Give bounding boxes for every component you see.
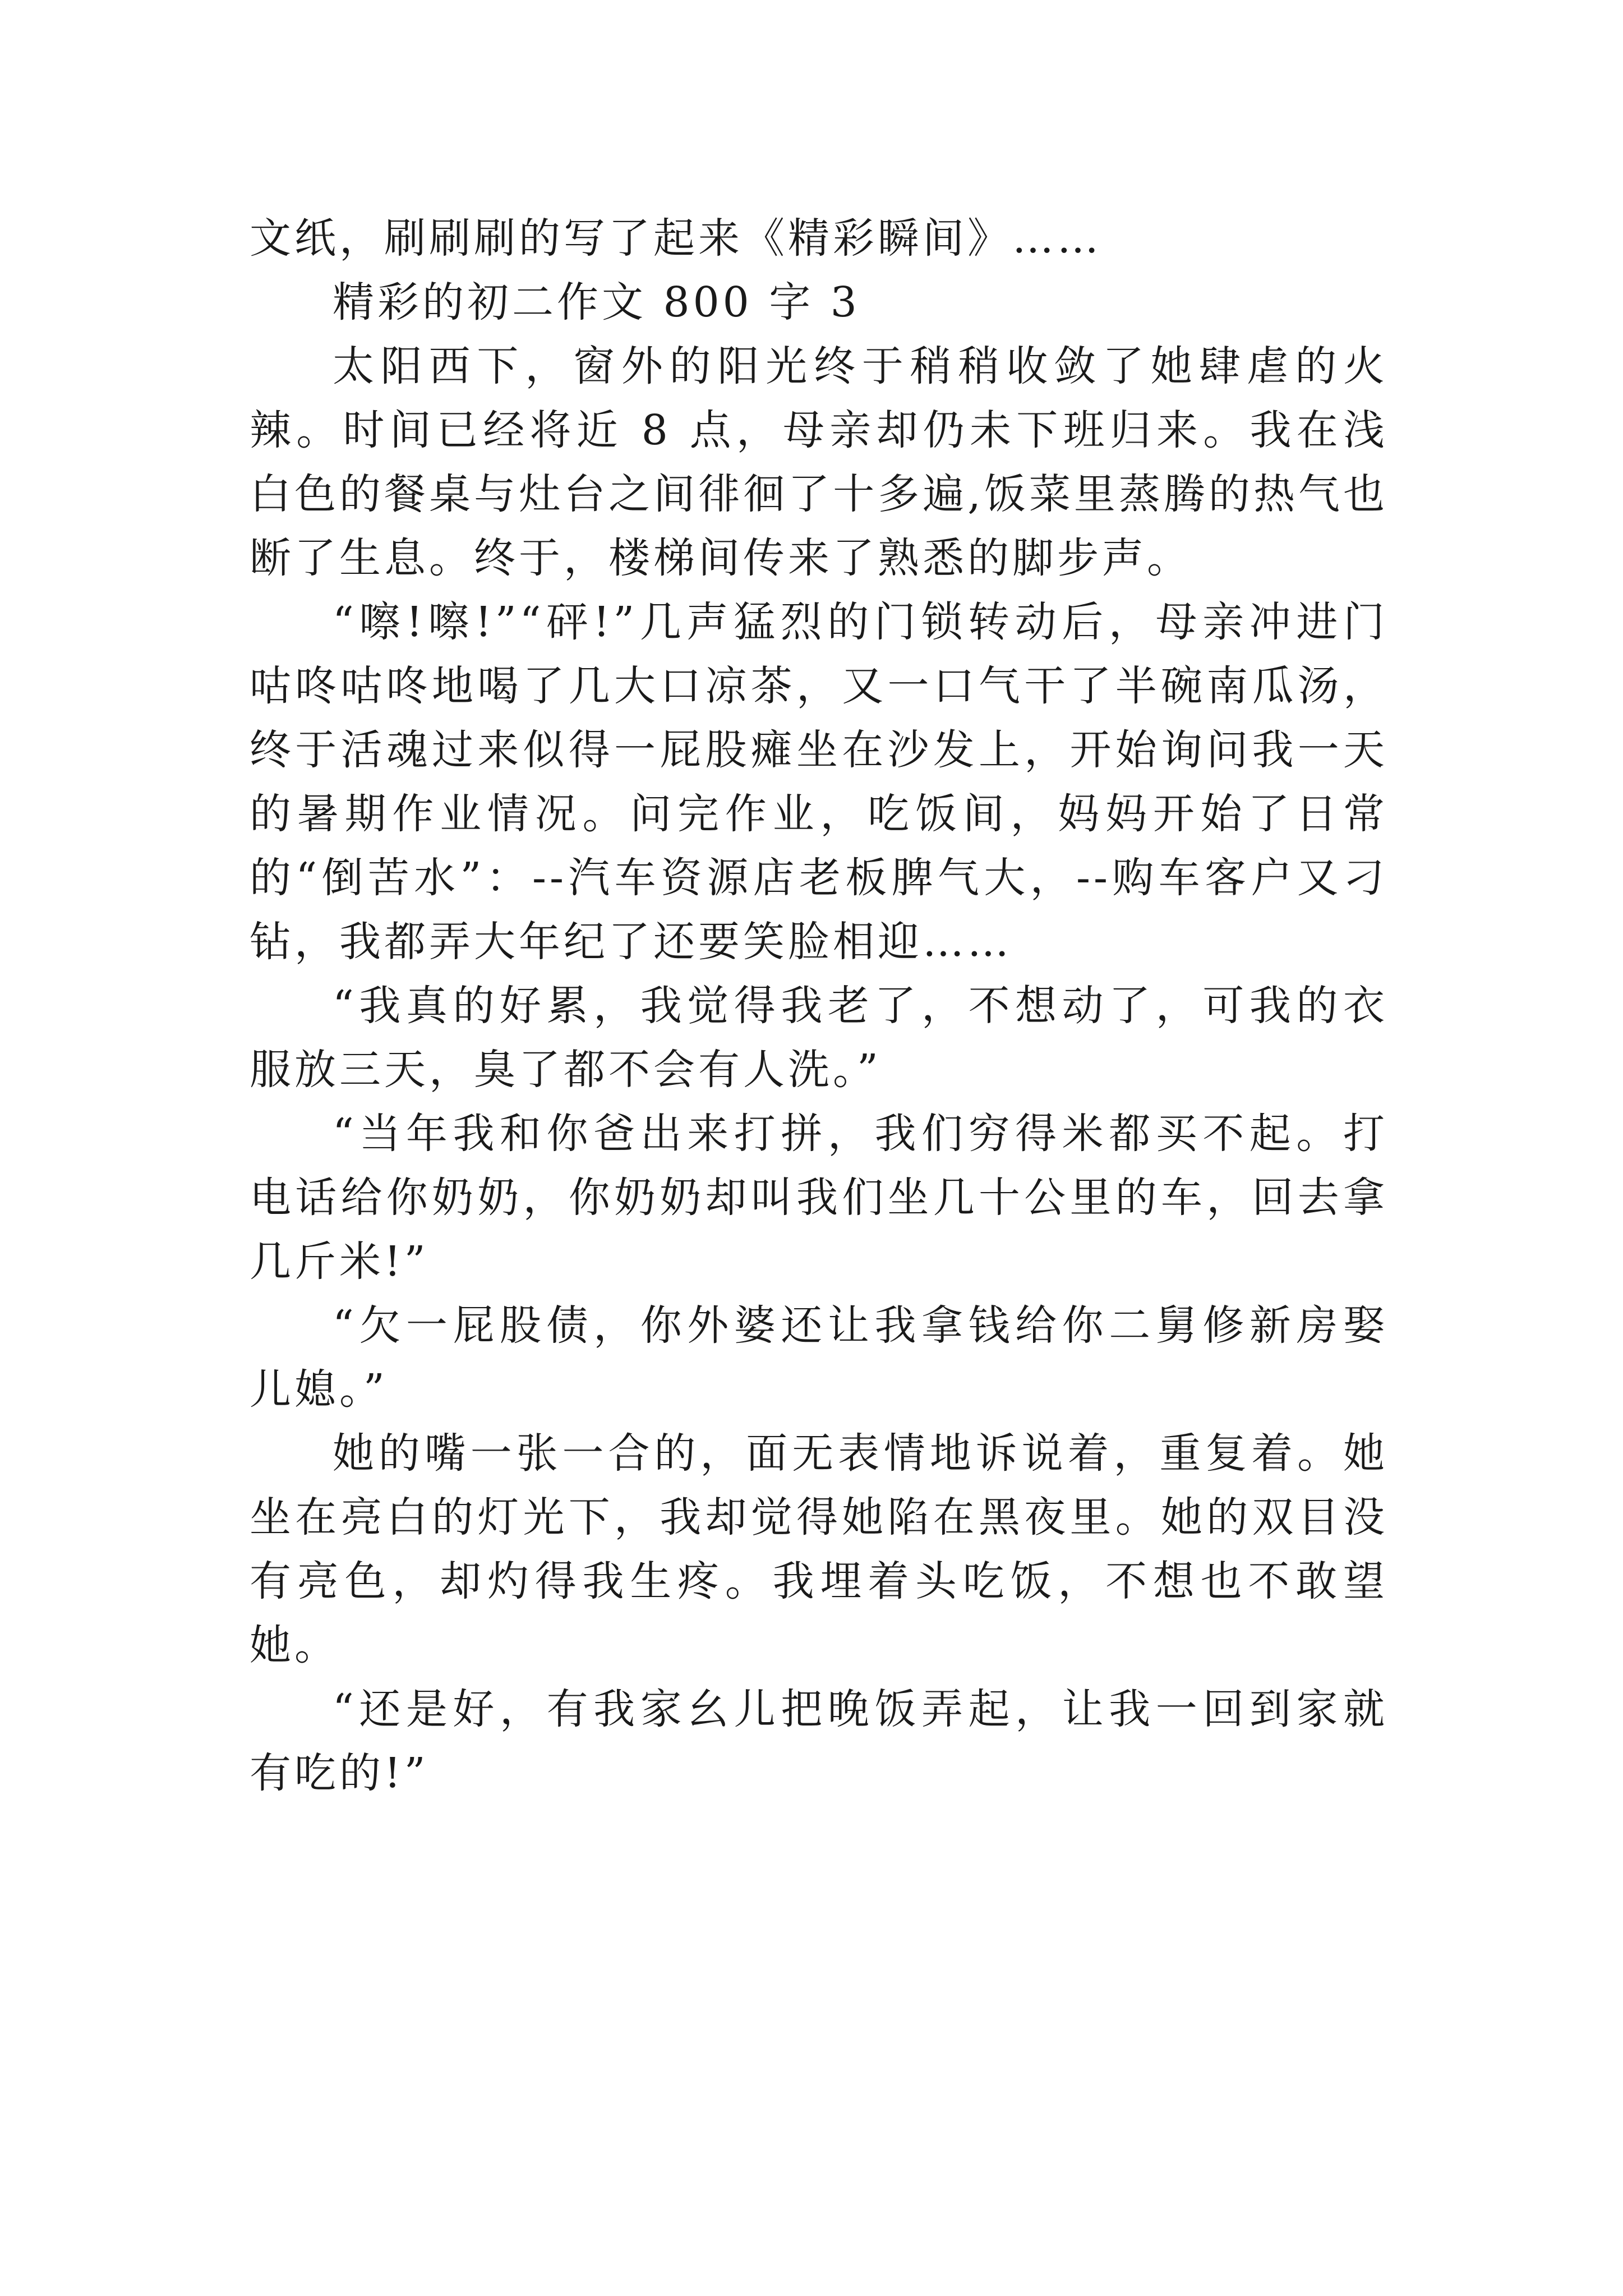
paragraph: “嚓!嚓!”“砰!”几声猛烈的门锁转动后，母亲冲进门咕咚咕咚地喝了几大口凉茶，又一口气干了半碗南瓜汤，终于活魂过来似得一屁股瘫坐在沙发上，开始询问我一天的暑期作业情况。问完作业，吃饭间，妈妈开始了日常的“倒苦水”：--汽车资源店老板脾气大，--购车客户又刁钻，我都弄大年纪了还要笑脸相迎…… [250,598,1388,966]
paragraph: “我真的好累，我觉得我老了，不想动了，可我的衣服放三天，臭了都不会有人洗。” [250,982,1388,1094]
paragraph-continuation: 文纸，刷刷刷的写了起来《精彩瞬间》…… [250,214,1102,263]
paragraph: 太阳西下，窗外的阳光终于稍稍收敛了她肆虐的火辣。时间已经将近 8 点，母亲却仍未下班归来。我在浅白色的餐桌与灶台之间徘徊了十多遍,饭菜里蒸腾的热气也断了生息。终于，楼梯间传来了熟悉的脚步声。 [250,342,1388,582]
section-heading: 精彩的初二作文 800 字 3 [333,278,860,326]
article-body [250,206,1388,1805]
paragraph: “当年我和你爸出来打拼，我们穷得米都买不起。打电话给你奶奶，你奶奶却叫我们坐几十公里的车，回去拿几斤米!” [250,1110,1388,1286]
paragraph: “欠一屁股债，你外婆还让我拿钱给你二舅修新房娶儿媳。” [250,1301,1388,1414]
paragraph: “还是好，有我家幺儿把晚饭弄起，让我一回到家就有吃的!” [250,1685,1388,1797]
paragraph: 她的嘴一张一合的，面无表情地诉说着，重复着。她坐在亮白的灯光下，我却觉得她陷在黑夜里。她的双目没有亮色，却灼得我生疼。我埋着头吃饭，不想也不敢望她。 [250,1429,1388,1669]
